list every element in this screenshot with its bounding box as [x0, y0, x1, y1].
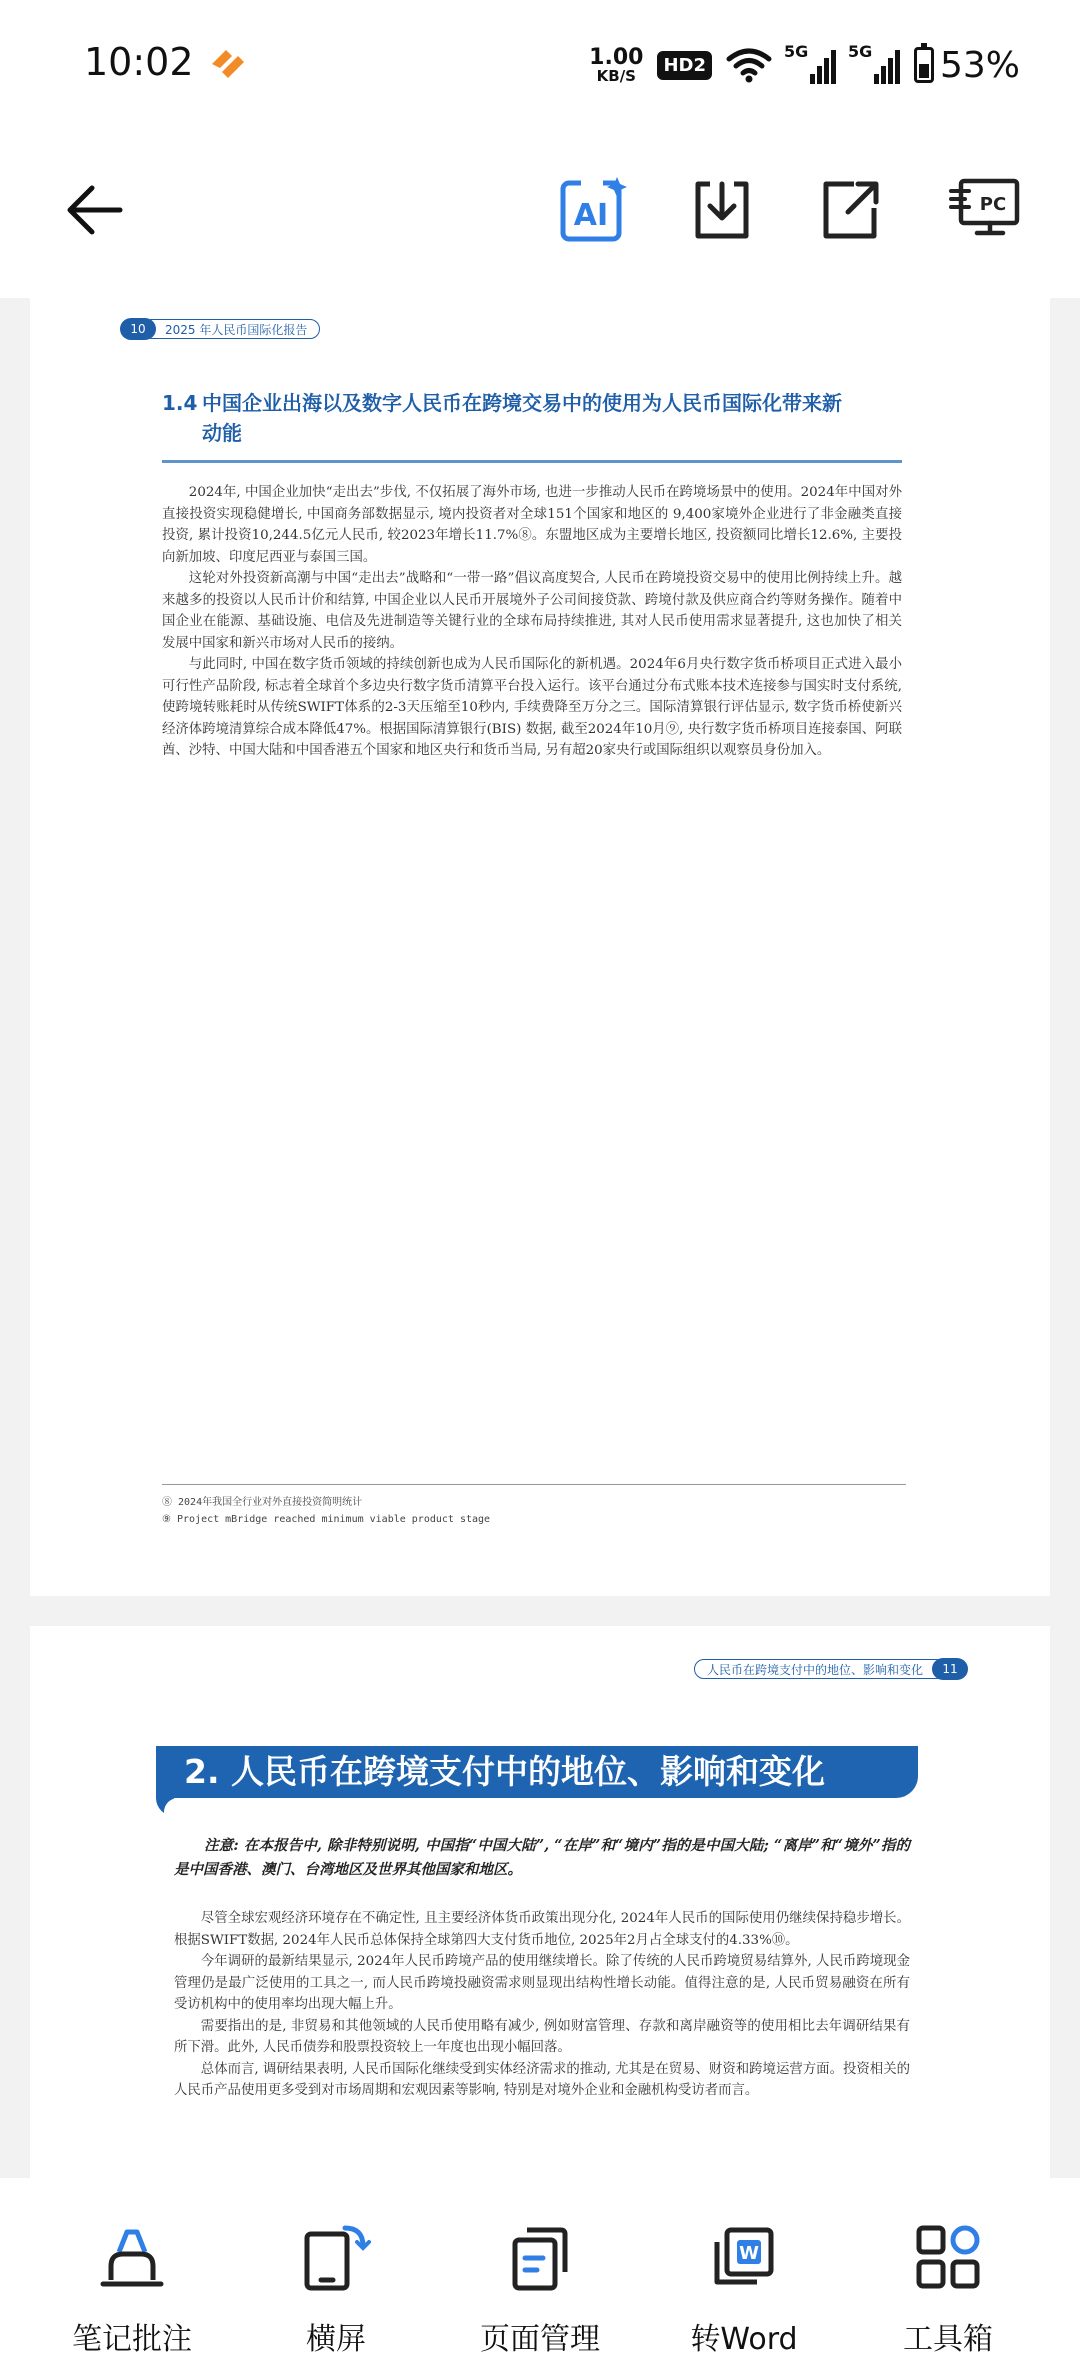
paragraph: 尽管全球宏观经济环境存在不确定性, 且主要经济体货币政策出现分化, 2024年人民币的国际使用仍继续保持稳步增长。根据SWIFT数据, 2024年人民币总体保持全球第四大支付货币地位, 2025年2月占全球支付的4.33%⑩。 [174, 1911, 910, 1948]
annotate-icon [97, 2222, 167, 2292]
wifi-icon [726, 47, 772, 83]
svg-text:W: W [739, 2243, 759, 2264]
network-speed: 1.00 KB/S [589, 44, 644, 85]
share-icon [818, 178, 882, 242]
page-number: 10 [120, 318, 156, 340]
hd-call-badge: HD2 [657, 51, 712, 80]
page-header [120, 318, 320, 340]
app-notification-icon [208, 46, 248, 80]
ai-assistant-button[interactable] [552, 168, 636, 252]
status-bar [0, 0, 1080, 128]
open-on-pc-button[interactable] [940, 168, 1030, 252]
footnote-divider [162, 1484, 906, 1485]
word-convert-icon [709, 2222, 779, 2292]
signal-strength-sim1: 5G [786, 46, 836, 84]
paragraph: 与此同时, 中国在数字货币领域的持续创新也成为人民币国际化的新机遇。2024年6月央行数字货币桥项目正式进入最小可行性产品阶段, 标志着全球首个多边央行数字货币清算平台投入运行。该平台通过分布式账本技术连接参与国实时支付系统, 使跨境转账耗时从传统SWIFT体系的2-3天压缩至10秒内, 手续费降至万分之三。国际清算银行评估显示, 数字货币桥使新兴经济体跨境清算综合成本降低47%。根据国际清算银行(BIS) 数据, 截至2024年10月⑨, 央行数字货币桥项目连接泰国、阿联酋、沙特、中国大陆和中国香港五个国家和地区央行和货币当局, 另有超20家央行或国际组织以观察员身份加入。 [162, 657, 902, 758]
chapter-banner [156, 1746, 918, 1818]
section-heading: 1.4 中国企业出海以及数字人民币在跨境交易中的使用为人民币国际化带来新 动能 [162, 391, 842, 445]
footnotes [162, 1494, 902, 1528]
chapter-title: 2. 人民币在跨境支付中的地位、影响和变化 [184, 1752, 825, 1791]
toolbox-button[interactable]: 工具箱 [850, 2178, 1046, 2376]
document-page-10 [30, 298, 1050, 1596]
page-manage-icon [505, 2222, 575, 2292]
annotate-button[interactable]: 笔记批注 [34, 2178, 230, 2376]
toolbox-icon [913, 2222, 983, 2292]
download-button[interactable] [680, 168, 764, 252]
top-toolbar [0, 128, 1080, 298]
paragraph: 总体而言, 调研结果表明, 人民币国际化继续受到实体经济需求的推动, 尤其是在贸易、财资和跨境运营方面。投资相关的人民币产品使用更多受到对市场周期和宏观因素等影响, 特别是对境外企业和金融机构受访者而言。 [174, 2061, 910, 2098]
page-manage-button[interactable]: 页面管理 [442, 2178, 638, 2376]
document-page-11 [30, 1626, 1050, 2178]
paragraph: 需要指出的是, 非贸易和其他领域的人民币使用略有减少, 例如财富管理、存款和离岸融资等的使用相比去年调研结果有所下滑。此外, 人民币债券和股票投资较上一年度也出现小幅回落。 [174, 2018, 910, 2055]
battery: 53% [914, 45, 1020, 86]
convert-to-word-button[interactable]: W 转Word [646, 2178, 842, 2376]
definition-note: 注意: 在本报告中, 除非特别说明, 中国指“中国大陆”, “在岸”和“境内”指的是中国大陆; “离岸”和“境外”指的是中国香港、澳门、台湾地区及世界其他国家和地区。 [174, 1837, 910, 1878]
clock: 10:02 [84, 40, 194, 84]
status-indicators [589, 40, 1020, 90]
section-body [162, 482, 902, 762]
footnote: ⑨ Project mBridge reached minimum viable product stage [162, 1514, 491, 1525]
back-button[interactable] [52, 168, 136, 252]
footnote: ⑧ 2024年我国全行业对外直接投资简明统计 [162, 1497, 363, 1508]
paragraph: 这轮对外投资新高潮与中国“走出去”战略和“一带一路”倡议高度契合, 人民币在跨境投资交易中的使用比例持续上升。越来越多的投资以人民币计价和结算, 中国企业以人民币开展境外子公司间接贷款、跨境付款及供应商合约等财务操作。随着中国企业在能源、基础设施、电信及先进制造等关键行业的全球布局持续推进, 其对人民币使用需求显著提升, 这也加快了相关发展中国家和新兴市场对人民币的接纳。 [162, 571, 902, 651]
report-title-label: 2025 年人民币国际化报告 [142, 319, 320, 339]
chapter-label: 人民币在跨境支付中的地位、影响和变化 [694, 1659, 946, 1679]
svg-text:AI: AI [573, 198, 609, 233]
ai-icon [559, 175, 629, 245]
paragraph: 2024年, 中国企业加快“走出去”步伐, 不仅拓展了海外市场, 也进一步推动人民币在跨境场景中的使用。2024年中国对外直接投资实现稳健增长, 中国商务部数据显示, 境内投资者对全球151个国家和地区的 9,400家境外企业进行了非金融类直接投资, 累计投资10,244.5亿元人民币, 较2023年增长11.7%⑧。东盟地区成为主要增长地区, 投资额同比增长12.6%, 主要投向新加坡、印度尼西亚与泰国三国。 [162, 485, 902, 565]
pc-screen-icon [949, 177, 1021, 243]
back-arrow-icon [64, 182, 124, 238]
share-button[interactable] [808, 168, 892, 252]
svg-text:PC: PC [979, 194, 1007, 215]
paragraph: 今年调研的最新结果显示, 2024年人民币跨境产品的使用继续增长。除了传统的人民币跨境贸易结算外, 人民币跨境现金管理仍是最广泛使用的工具之一, 而人民币跨境投融资需求则显现出结构性增长动能。值得注意的是, 人民币贸易融资在所有受访机构中的使用率均出现大幅上升。 [174, 1954, 910, 2012]
signal-strength-sim2: 5G [850, 46, 900, 84]
page-header [694, 1658, 968, 1680]
bottom-toolbar [0, 2178, 1080, 2376]
rotate-screen-icon [301, 2222, 371, 2292]
landscape-button[interactable]: 横屏 [238, 2178, 434, 2376]
section-divider [162, 460, 902, 463]
download-icon [690, 178, 754, 242]
document-viewer[interactable] [0, 298, 1080, 2178]
battery-icon [914, 47, 934, 83]
page-number: 11 [932, 1658, 968, 1680]
chapter-body [174, 1908, 910, 2102]
